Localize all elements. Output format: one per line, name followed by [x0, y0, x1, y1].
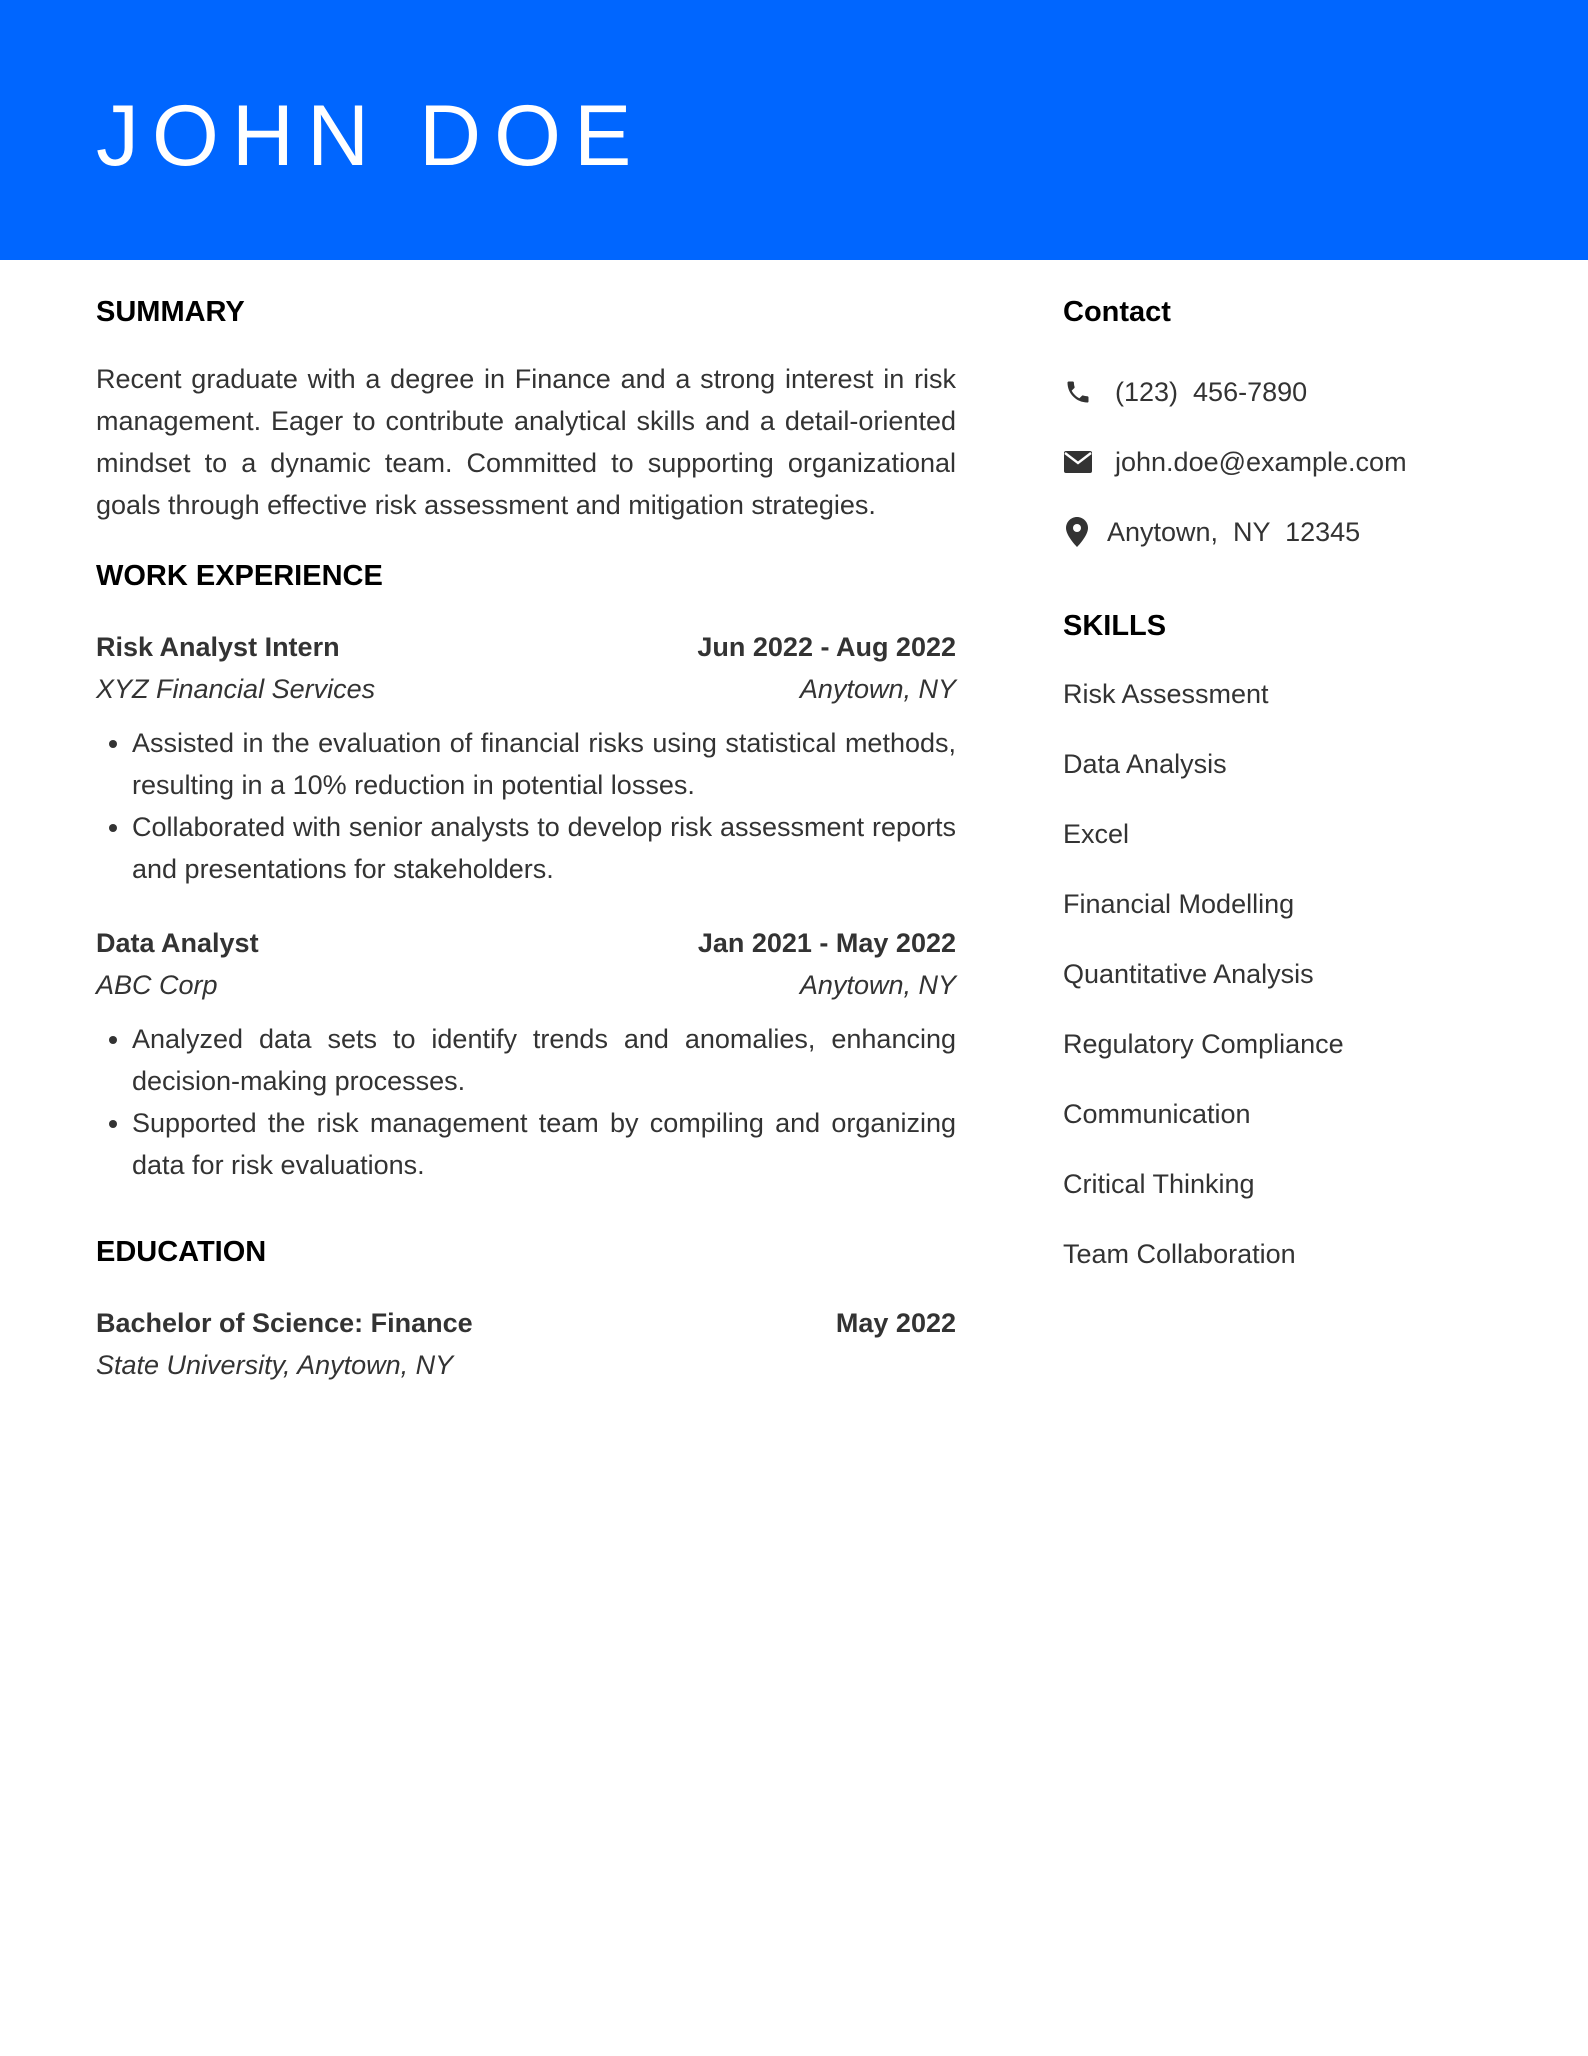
work-experience-heading: WORK EXPERIENCE: [96, 560, 383, 592]
job-entry: [96, 922, 956, 1186]
job-bullet: • Analyzed data sets to identify trends and anomalies, enhancing decision-making processes.: [132, 1018, 956, 1102]
job-location: Anytown, NY: [799, 674, 956, 704]
phone-icon: [1063, 377, 1093, 407]
graduation-date: May 2022: [835, 1308, 956, 1338]
skills-list: [1063, 676, 1523, 1272]
candidate-name: JOHN DOE: [96, 88, 645, 184]
header-banner: [0, 0, 1588, 260]
education-heading: EDUCATION: [96, 1236, 267, 1268]
job-title: Risk Analyst Intern: [96, 632, 340, 662]
skill-item: Risk Assessment: [1063, 679, 1269, 709]
main-column: [96, 292, 956, 1386]
school: State University, Anytown, NY: [96, 1350, 454, 1380]
degree: Bachelor of Science: Finance: [96, 1308, 473, 1338]
contact-email: [1063, 442, 1523, 482]
skills-heading: SKILLS: [1063, 610, 1167, 642]
skill-item: Data Analysis: [1063, 749, 1227, 779]
map-pin-icon: [1063, 517, 1091, 547]
summary-text: Recent graduate with a degree in Finance and a strong interest in risk management. Eager to contribute analytical skills and a detail-oriented mindset to a dynamic team. Committed to supporting organizational goals through effective risk assessment and mitigation strategies.: [96, 364, 956, 520]
skill-item: Financial Modelling: [1063, 889, 1295, 919]
job-company: XYZ Financial Services: [96, 674, 376, 704]
skill-item: Quantitative Analysis: [1063, 959, 1314, 989]
summary-heading: SUMMARY: [96, 296, 245, 328]
skill-item: Communication: [1063, 1099, 1251, 1129]
skill-item: Regulatory Compliance: [1063, 1029, 1344, 1059]
email-address: john.doe@example.com: [1115, 446, 1407, 477]
phone-number: (123) 456-7890: [1115, 376, 1308, 407]
contact-heading: Contact: [1063, 296, 1171, 328]
envelope-icon: [1063, 447, 1093, 477]
education-entry: [96, 1302, 956, 1386]
side-column: [1063, 292, 1523, 1306]
job-bullet: • Assisted in the evaluation of financial risks using statistical methods, resulting in a 10% reduction in potential losses.: [132, 722, 956, 806]
skill-item: Excel: [1063, 819, 1130, 849]
job-bullets: [96, 722, 956, 890]
job-bullets: [96, 1018, 956, 1186]
job-company: ABC Corp: [96, 970, 218, 1000]
skill-item: Team Collaboration: [1063, 1239, 1296, 1269]
address: Anytown, NY 12345: [1107, 516, 1361, 547]
job-entry: [96, 626, 956, 890]
contact-location: [1063, 512, 1523, 552]
job-bullet: • Collaborated with senior analysts to develop risk assessment reports and presentations for stakeholders.: [132, 806, 956, 890]
contact-list: [1063, 372, 1523, 552]
job-dates: Jan 2021 - May 2022: [697, 928, 956, 958]
job-bullet: • Supported the risk management team by compiling and organizing data for risk evaluations.: [132, 1102, 956, 1186]
contact-phone: [1063, 372, 1523, 412]
skill-item: Critical Thinking: [1063, 1169, 1255, 1199]
job-location: Anytown, NY: [799, 970, 956, 1000]
job-dates: Jun 2022 - Aug 2022: [697, 632, 956, 662]
job-title: Data Analyst: [96, 928, 259, 958]
